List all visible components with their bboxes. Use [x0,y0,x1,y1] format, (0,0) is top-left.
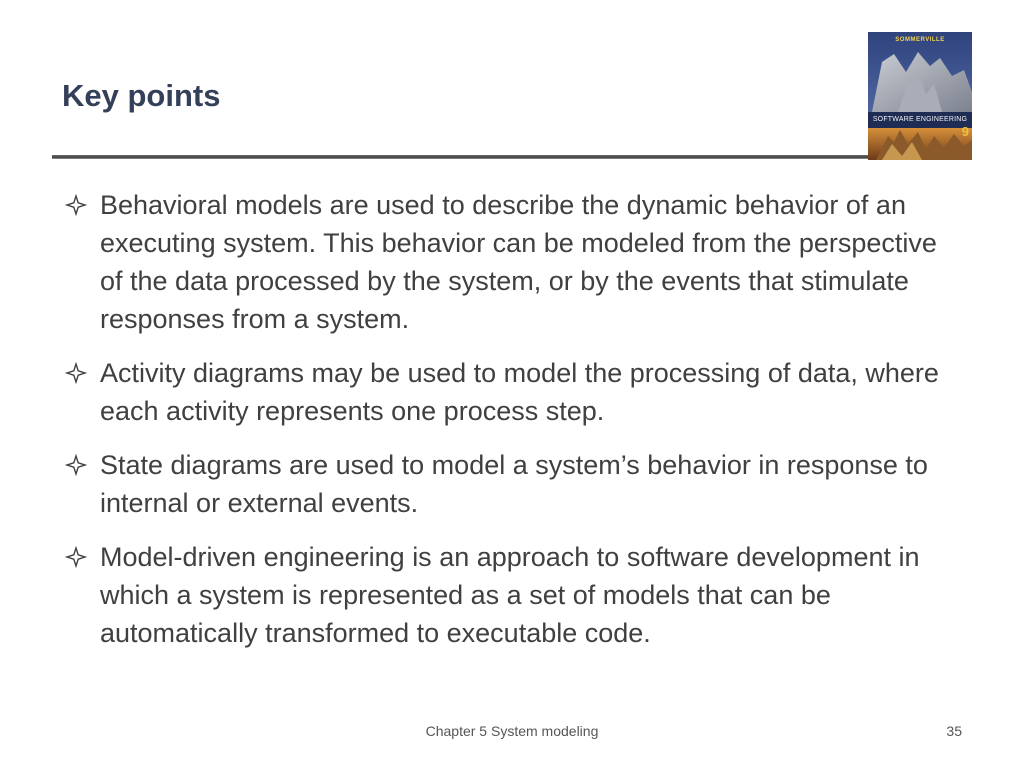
bullet-text: Activity diagrams may be used to model the processing of data, where each activity represents one process step. [100,358,939,426]
cover-edition: 9 [961,124,969,139]
bullet-list [62,186,962,668]
bullet-text: State diagrams are used to model a system’s behavior in response to internal or external events. [100,450,928,518]
bullet-text: Behavioral models are used to describe the dynamic behavior of an executing system. This behavior can be modeled from the perspective of the data processed by the system, or by the events that stimulate responses from a system. [100,190,937,334]
four-point-star-outline-icon [64,354,88,392]
four-point-star-outline-icon [64,446,88,484]
title-divider [52,155,872,159]
slide-title: Key points [62,78,221,113]
bullet-text: Model-driven engineering is an approach to software development in which a system is represented as a set of models that can be automatically transformed to executable code. [100,542,920,648]
footer-chapter-label: Chapter 5 System modeling [425,723,599,739]
bullet-item [62,446,962,522]
four-point-star-outline-icon [64,538,88,576]
cover-author: SOMMERVILLE [895,37,945,43]
page-number: 35 [946,723,962,739]
book-cover-artwork [868,32,972,160]
cover-title: SOFTWARE ENGINEERING [872,116,968,123]
book-cover-image [868,32,972,160]
four-point-star-outline-icon [64,186,88,224]
bullet-item [62,538,962,652]
bullet-item [62,186,962,338]
bullet-item [62,354,962,430]
